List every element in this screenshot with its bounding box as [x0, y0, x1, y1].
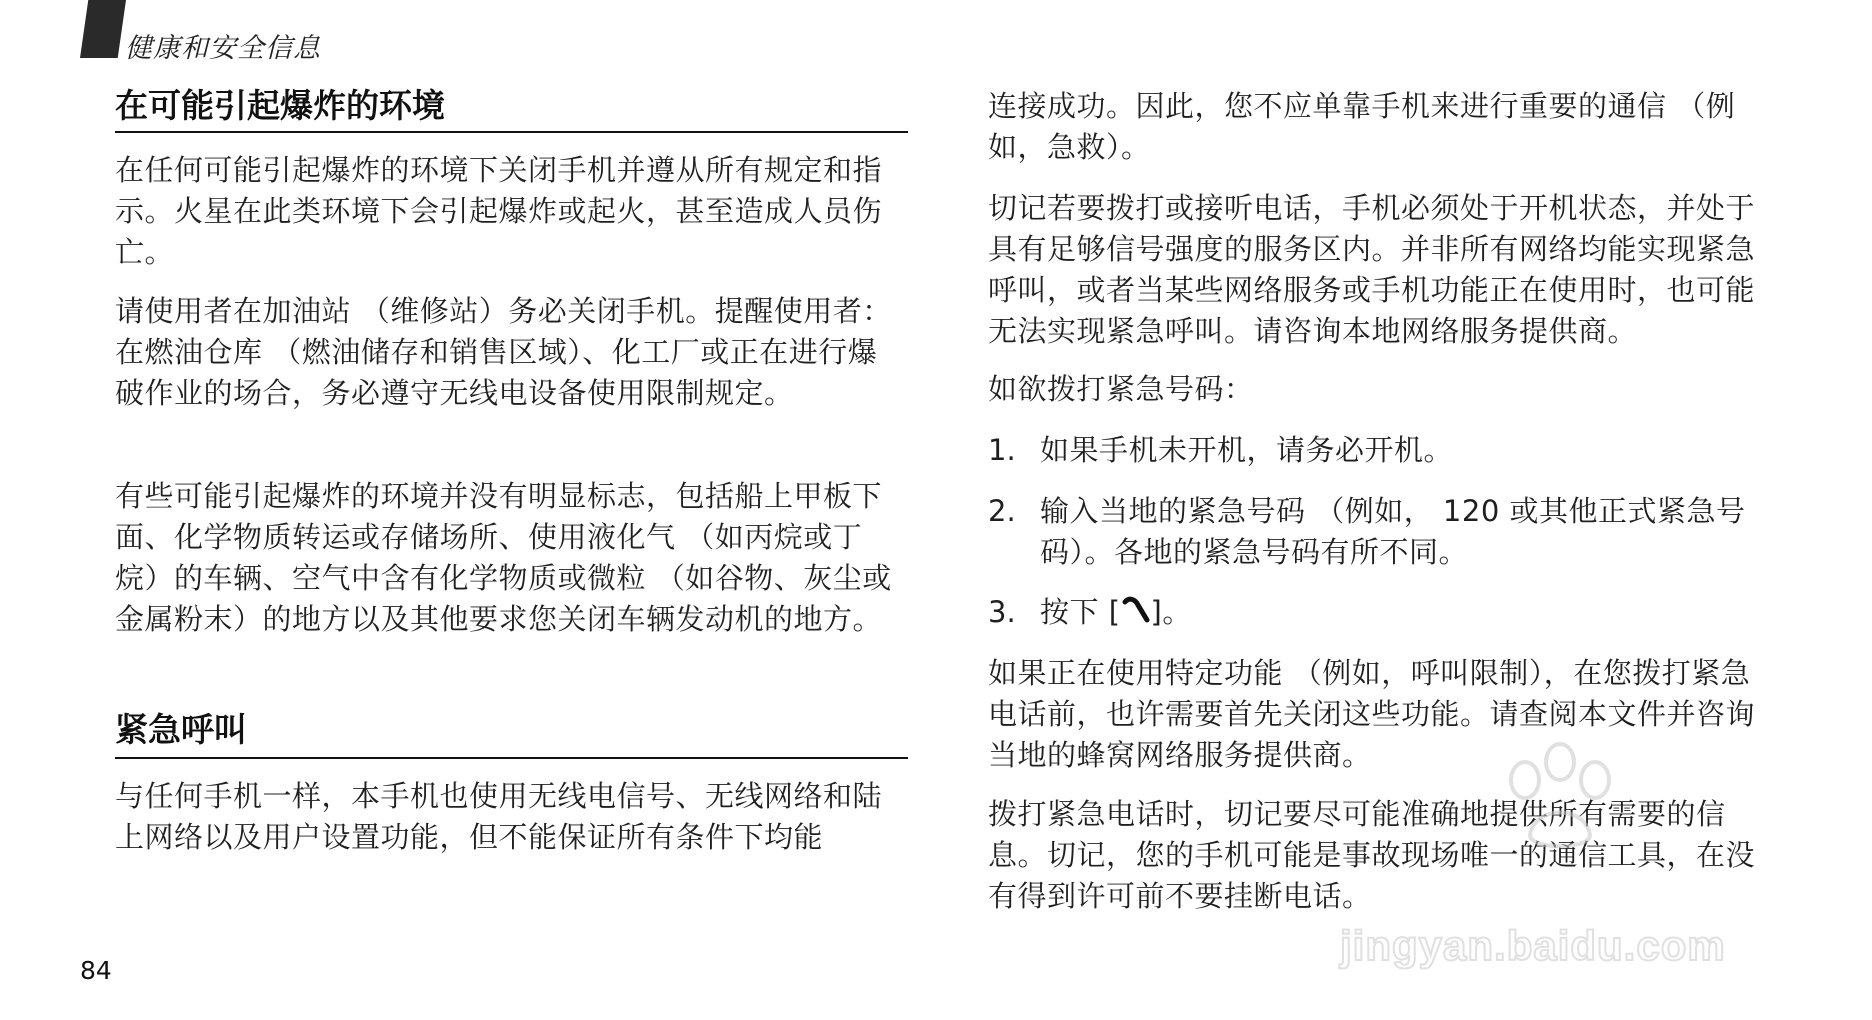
- list-text: 输入当地的紧急号码 （例如， 120 或其他正式紧急号码）。各地的紧急号码有所不同。: [1040, 494, 1746, 569]
- paragraph: 在任何可能引起爆炸的环境下关闭手机并遵从所有规定和指示。火星在此类环境下会引起爆炸或起火，甚至造成人员伤亡。: [115, 153, 883, 269]
- paragraph: 请使用者在加油站 （维修站）务必关闭手机。提醒使用者：在燃油仓库 （燃油储存和销售区域）、化工厂或正在进行爆破作业的场合，务必遵守无线电设备使用限制规定。: [115, 294, 892, 410]
- paragraph: 拨打紧急电话时，切记要尽可能准确地提供所有需要的信息。切记，您的手机可能是事故现场唯一的通信工具，在没有得到许可前不要挂断电话。: [988, 797, 1756, 913]
- list-number: 1.: [988, 433, 1016, 467]
- list-number: 2.: [988, 494, 1016, 528]
- section-rule: [115, 131, 908, 133]
- baidu-watermark: [1340, 740, 1760, 970]
- page-number: 84: [80, 956, 112, 985]
- paragraph: 有些可能引起爆炸的环境并没有明显标志，包括船上甲板下面、化学物质转运或存储场所、使用液化气 （如丙烷或丁烷）的车辆、空气中含有化学物质或微粒 （如谷物、灰尘或金属粉末）的地方以及其他要求您关闭车辆发动机的地方。: [115, 479, 892, 636]
- paragraph: 连接成功。因此，您不应单靠手机来进行重要的通信 （例如，急救）。: [988, 89, 1736, 164]
- list-text-before: 按下 [: [1040, 595, 1121, 629]
- section-title-emergency: 紧急呼叫: [115, 710, 247, 749]
- section-rule: [115, 757, 908, 759]
- paragraph: 与任何手机一样，本手机也使用无线电信号、无线网络和陆上网络以及用户设置功能，但不能保证所有条件下均能: [115, 779, 883, 854]
- paragraph: 如果正在使用特定功能 （例如，呼叫限制），在您拨打紧急电话前，也许需要首先关闭这些功能。请查阅本文件并咨询当地的蜂窝网络服务提供商。: [988, 656, 1756, 772]
- watermark-text: jingyan.baidu.com: [1340, 922, 1726, 969]
- send-call-key-icon: [1121, 594, 1151, 635]
- list-number: 3.: [988, 595, 1016, 629]
- paragraph: 切记若要拨打或接听电话，手机必须处于开机状态，并处于具有足够信号强度的服务区内。并非所有网络均能实现紧急呼叫，或者当某些网络服务或手机功能正在使用时，也可能无法实现紧急呼叫。请咨询本地网络服务提供商。: [988, 191, 1756, 348]
- baidu-paw-icon: [1490, 740, 1630, 860]
- list-text-after: ]。: [1150, 595, 1192, 629]
- section-title-explosive: 在可能引起爆炸的环境: [115, 86, 445, 125]
- list-text: [1040, 592, 1768, 635]
- running-header: 健康和安全信息: [125, 33, 321, 64]
- paragraph: 如欲拨打紧急号码：: [988, 372, 1254, 406]
- list-text: 如果手机未开机，请务必开机。: [1040, 433, 1454, 467]
- header-accent-bar: [80, 0, 126, 58]
